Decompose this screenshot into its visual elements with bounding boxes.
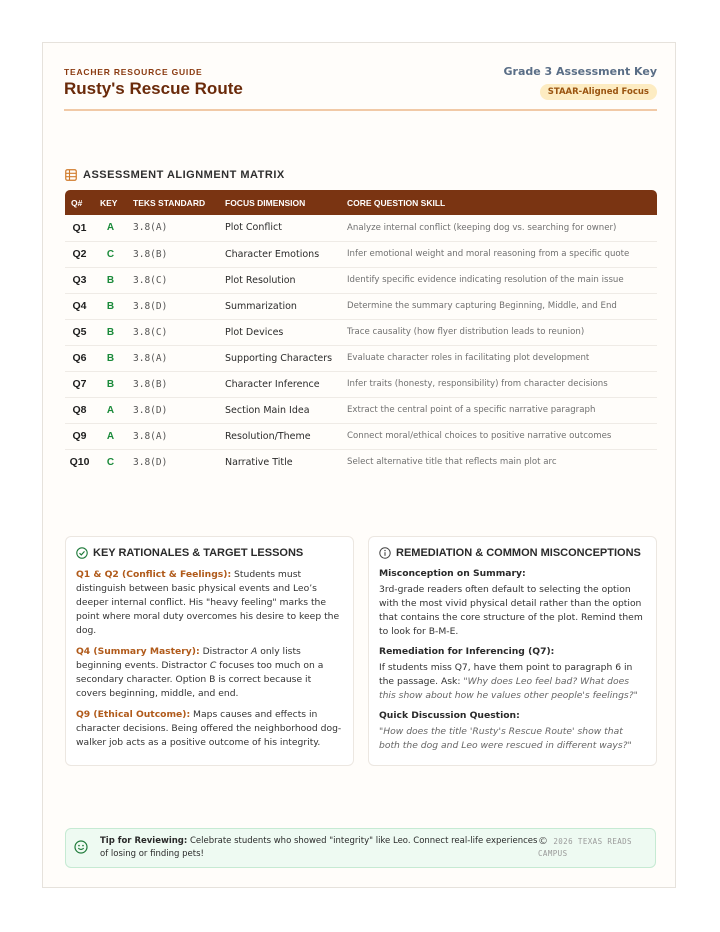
rationale-lead: Q9 (Ethical Outcome):	[76, 709, 191, 720]
remediation-card-header	[379, 547, 646, 559]
table-header-row	[65, 190, 657, 215]
table-row	[65, 371, 657, 397]
tip-label: Tip for Reviewing:	[100, 836, 188, 846]
rationale-text: Students must distinguish between basic physical events and Leo’s deeper internal conflict. His "heavy feeling" marks the point where moral duty overcomes his desire to keep the dog.	[76, 569, 340, 636]
focus-dimension: Summarization	[225, 300, 297, 312]
rationales-card	[65, 536, 354, 766]
rationale-text: Distractor	[199, 646, 251, 657]
discussion-heading: Quick Discussion Question:	[379, 710, 520, 721]
remediation-card	[368, 536, 657, 766]
teks-standard: 3.8(D)	[133, 404, 168, 416]
question-number: Q5	[72, 326, 87, 338]
smile-icon	[74, 840, 88, 854]
question-skill: Extract the central point of a specific narrative paragraph	[347, 405, 596, 415]
question-skill: Trace causality (how flyer distribution leads to reunion)	[347, 327, 585, 337]
answer-key: B	[106, 300, 115, 312]
eyebrow-label: TEACHER RESOURCE GUIDE	[64, 67, 203, 77]
focus-dimension: Supporting Characters	[225, 352, 333, 364]
rationale-text: Maps causes and effects in character decisions. Being offered the neighborhood dog-walker job acts as a positive outcome of his integrity.	[76, 709, 342, 748]
question-skill: Connect moral/ethical choices to positive narrative outcomes	[347, 431, 612, 441]
misconception-text: 3rd-grade readers often default to selecting the option with the most vivid physical detail rather than the option that contains the core structure of the plot. Remind them to look for B-M-E.	[379, 584, 643, 637]
copyright-line-1: 2026 TEXAS READS	[553, 837, 632, 846]
focus-dimension: Plot Devices	[225, 326, 284, 338]
teks-standard: 3.8(C)	[133, 274, 168, 286]
distractor-letter: A	[250, 646, 258, 657]
page-header	[64, 65, 657, 111]
inferencing-heading: Remediation for Inferencing (Q7):	[379, 646, 555, 657]
table-row	[65, 397, 657, 423]
inferencing-text: If students miss Q7, have them point to paragraph 6 in the passage. Ask:	[379, 662, 633, 687]
teks-standard: 3.8(B)	[133, 378, 168, 390]
grade-label: Grade 3 Assessment Key	[503, 65, 657, 78]
tip-text-block	[100, 835, 540, 861]
table-row	[65, 241, 657, 267]
focus-dimension: Section Main Idea	[225, 404, 310, 416]
column-header-teks: TEKS STANDARD	[133, 197, 206, 208]
question-number: Q4	[72, 300, 87, 312]
teks-standard: 3.8(D)	[133, 300, 168, 312]
misconception-heading: Misconception on Summary:	[379, 568, 526, 579]
focus-dimension: Character Emotions	[225, 248, 320, 260]
rationales-card-header	[76, 547, 343, 559]
rationale-text: only lists beginning events. Distractor	[76, 646, 301, 671]
teks-standard: 3.8(B)	[133, 248, 168, 260]
question-number: Q10	[69, 456, 90, 469]
question-skill: Evaluate character roles in facilitating plot development	[347, 353, 590, 363]
copyright-notice	[538, 836, 632, 860]
review-tip-banner	[65, 828, 656, 868]
teks-standard: 3.8(D)	[133, 456, 168, 468]
alignment-matrix-table	[65, 190, 657, 475]
table-row	[65, 267, 657, 293]
focus-dimension: Resolution/Theme	[225, 430, 311, 442]
question-skill: Infer emotional weight and moral reasoning from a specific quote	[347, 249, 630, 259]
staar-badge: STAAR-Aligned Focus	[540, 84, 657, 100]
table-row	[65, 345, 657, 371]
discussion-quote: "How does the title 'Rusty's Rescue Route' show that both the dog and Leo were rescued in different ways?"	[379, 726, 632, 751]
focus-dimension: Character Inference	[225, 378, 320, 390]
focus-dimension: Plot Conflict	[225, 222, 282, 234]
question-number: Q9	[72, 430, 87, 442]
answer-key: B	[106, 352, 115, 364]
page-title: Rusty's Rescue Route	[64, 79, 243, 98]
inferencing-paragraph	[379, 661, 646, 703]
column-header-q: Q#	[71, 197, 83, 208]
table-row	[65, 319, 657, 345]
answer-key: C	[106, 248, 115, 260]
teks-standard: 3.8(A)	[133, 222, 168, 234]
rationale-item	[76, 568, 343, 638]
rationale-lead: Q1 & Q2 (Conflict & Feelings):	[76, 569, 232, 580]
question-number: Q1	[72, 221, 87, 234]
rationale-lead: Q4 (Summary Mastery):	[76, 646, 200, 657]
question-skill: Select alternative title that reflects main plot arc	[347, 457, 557, 468]
question-skill: Identify specific evidence indicating resolution of the main issue	[347, 275, 624, 285]
question-skill: Determine the summary capturing Beginning, Middle, and End	[347, 301, 617, 311]
rationale-item	[76, 645, 343, 701]
rationale-text: focuses too much on a secondary character. Option B is correct because it covers beginning, middle, and end.	[76, 660, 324, 699]
distractor-letter: C	[209, 660, 217, 671]
info-circle-icon	[379, 547, 391, 559]
resource-page	[42, 42, 676, 888]
table-grid-icon	[65, 169, 77, 181]
question-number: Q3	[72, 274, 87, 286]
table-row	[65, 423, 657, 449]
column-header-key: KEY	[100, 197, 118, 208]
question-number: Q2	[72, 248, 87, 260]
teks-standard: 3.8(C)	[133, 326, 168, 338]
table-row	[65, 449, 657, 475]
answer-key: C	[106, 456, 115, 468]
column-header-focus: FOCUS DIMENSION	[225, 197, 306, 208]
question-number: Q6	[72, 352, 87, 364]
rationales-title: KEY RATIONALES & TARGET LESSONS	[93, 547, 304, 559]
table-row	[65, 215, 657, 241]
tip-text: Celebrate students who showed "integrity" like Leo. Connect real-life experiences of losing or finding pets!	[100, 836, 538, 859]
copyright-line-2: CAMPUS	[538, 849, 568, 858]
question-skill: Infer traits (honesty, responsibility) from character decisions	[347, 379, 608, 389]
inferencing-quote: "Why does Leo feel bad? What does this show about how he values other people's feelings?"	[379, 676, 638, 701]
rationale-item	[76, 708, 343, 750]
copyright-symbol: ©	[538, 836, 549, 847]
teks-standard: 3.8(A)	[133, 430, 168, 442]
remediation-title: REMEDIATION & COMMON MISCONCEPTIONS	[396, 547, 641, 559]
focus-dimension: Plot Resolution	[225, 274, 296, 286]
answer-key: A	[106, 222, 115, 234]
matrix-section-title	[65, 169, 285, 181]
check-circle-icon	[76, 547, 88, 559]
answer-key: B	[106, 274, 115, 286]
focus-dimension: Narrative Title	[225, 456, 293, 468]
matrix-title: ASSESSMENT ALIGNMENT MATRIX	[83, 169, 285, 181]
answer-key: A	[106, 404, 115, 416]
question-number: Q7	[72, 378, 87, 390]
answer-key: A	[106, 430, 115, 442]
answer-key: B	[106, 378, 115, 390]
question-skill: Analyze internal conflict (keeping dog vs. searching for owner)	[347, 222, 617, 233]
table-row	[65, 293, 657, 319]
column-header-skill: CORE QUESTION SKILL	[347, 197, 446, 208]
teks-standard: 3.8(A)	[133, 352, 168, 364]
question-number: Q8	[72, 404, 87, 416]
answer-key: B	[106, 326, 115, 338]
